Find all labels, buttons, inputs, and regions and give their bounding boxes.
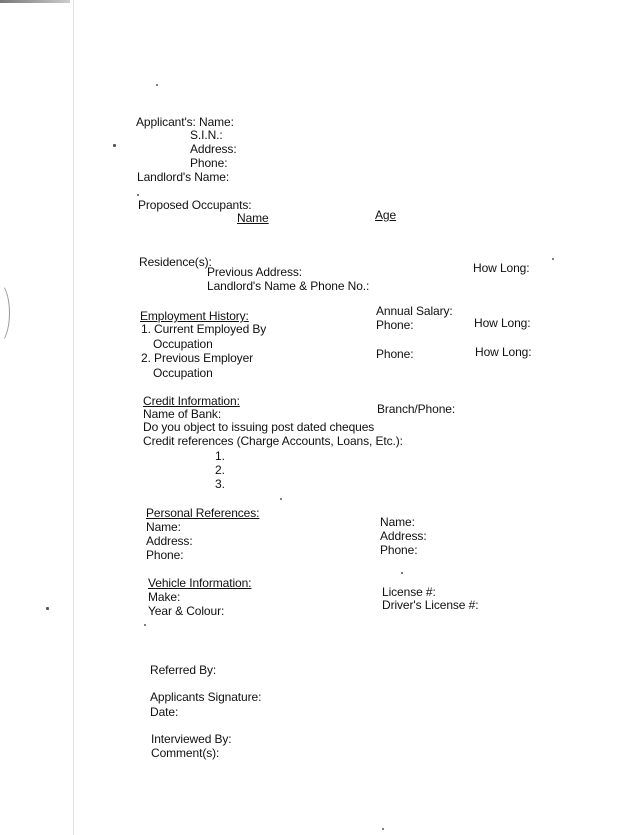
post-dated-cheques-label: Do you object to issuing post dated cheques xyxy=(143,420,375,434)
interviewed-by-label: Interviewed By: xyxy=(151,732,232,746)
occupants-age-header: Age xyxy=(375,208,397,222)
scan-speck xyxy=(401,572,403,574)
personal-phone-2-label: Phone: xyxy=(380,543,418,557)
applicant-sin-label: S.I.N.: xyxy=(190,128,223,142)
residence-label: Residence(s): xyxy=(139,255,212,269)
current-employed-by-label: 1. Current Employed By xyxy=(141,322,267,336)
scan-speck xyxy=(552,258,554,260)
vehicle-information-heading: Vehicle Information: xyxy=(148,576,252,590)
previous-employer-label: 2. Previous Employer xyxy=(141,351,254,365)
applicant-phone-label: Phone: xyxy=(190,156,228,170)
credit-reference-item-1: 1. xyxy=(215,449,225,463)
comments-label: Comment(s): xyxy=(151,746,220,760)
personal-address-2-label: Address: xyxy=(380,529,427,543)
landlord-name-label: Landlord's Name: xyxy=(137,170,230,184)
occupation-2-label: Occupation xyxy=(153,366,213,380)
annual-salary-label: Annual Salary: xyxy=(376,304,453,318)
personal-name-2-label: Name: xyxy=(380,515,415,529)
drivers-license-label: Driver's License #: xyxy=(382,598,479,612)
scan-margin-line xyxy=(73,0,74,835)
employment-phone-2-label: Phone: xyxy=(376,347,414,361)
referred-by-label: Referred By: xyxy=(150,663,217,677)
employment-how-long-2-label: How Long: xyxy=(475,345,532,359)
license-number-label: License #: xyxy=(382,585,436,599)
scan-speck xyxy=(156,84,158,86)
bank-name-label: Name of Bank: xyxy=(143,407,222,421)
credit-reference-item-2: 2. xyxy=(215,463,225,477)
scan-speck xyxy=(137,194,139,196)
scan-arc-mark xyxy=(0,282,10,344)
credit-reference-item-3: 3. xyxy=(215,477,225,491)
proposed-occupants-label: Proposed Occupants: xyxy=(138,198,252,212)
personal-name-1-label: Name: xyxy=(146,520,181,534)
employment-how-long-1-label: How Long: xyxy=(474,316,531,330)
applicant-signature-label: Applicants Signature: xyxy=(150,690,262,704)
vehicle-make-label: Make: xyxy=(148,590,181,604)
residence-how-long-label: How Long: xyxy=(473,261,530,275)
applicant-name-label: Applicant's: Name: xyxy=(136,115,234,129)
applicant-address-label: Address: xyxy=(190,142,237,156)
scan-edge-mark xyxy=(0,0,70,3)
scan-speck xyxy=(113,144,116,147)
signature-date-label: Date: xyxy=(150,705,179,719)
landlord-name-phone-label: Landlord's Name & Phone No.: xyxy=(207,279,370,293)
occupants-name-header: Name xyxy=(237,211,269,225)
branch-phone-label: Branch/Phone: xyxy=(377,402,456,416)
previous-address-label: Previous Address: xyxy=(207,265,303,279)
scan-speck xyxy=(382,828,384,830)
credit-references-label: Credit references (Charge Accounts, Loans, Etc.): xyxy=(143,434,403,448)
vehicle-year-colour-label: Year & Colour: xyxy=(148,604,225,618)
scan-speck xyxy=(280,498,282,500)
employment-history-heading: Employment History: xyxy=(140,309,249,323)
personal-address-1-label: Address: xyxy=(146,534,193,548)
personal-phone-1-label: Phone: xyxy=(146,548,184,562)
scan-speck xyxy=(144,624,146,626)
credit-information-heading: Credit Information: xyxy=(143,394,240,408)
employment-phone-1-label: Phone: xyxy=(376,318,414,332)
scan-speck xyxy=(46,607,49,610)
personal-references-heading: Personal References: xyxy=(146,506,260,520)
occupation-1-label: Occupation xyxy=(153,337,213,351)
